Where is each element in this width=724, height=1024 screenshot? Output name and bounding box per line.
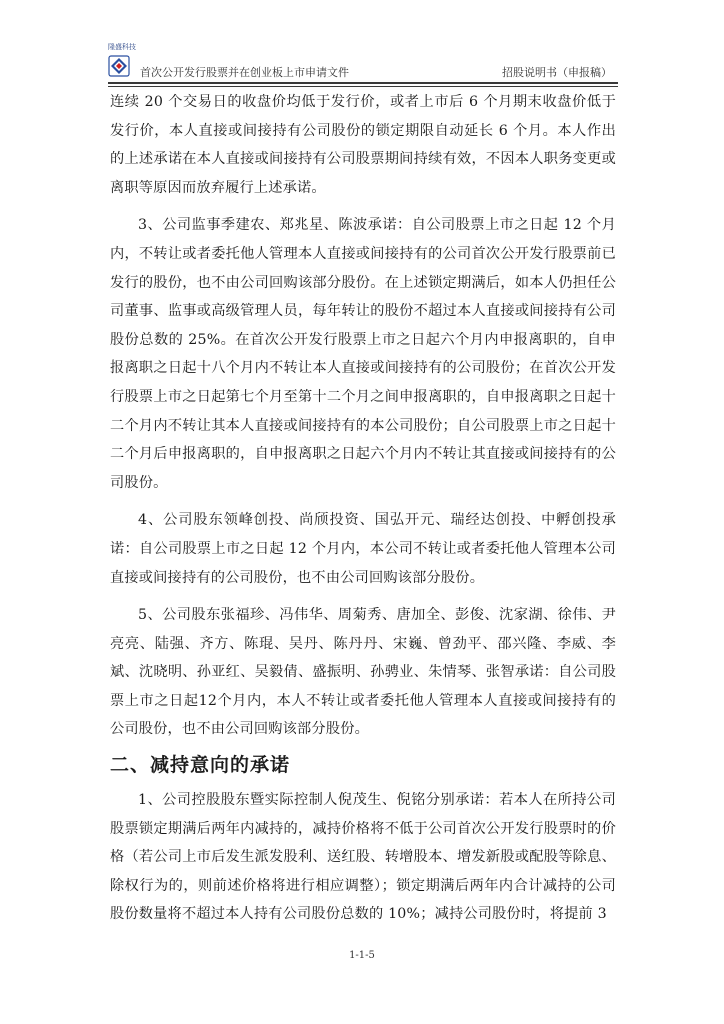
section-heading-reduction-intent: 二、减持意向的承诺 [110,754,291,777]
document-type: 招股说明书（申报稿） [502,66,612,79]
page-number: 1-1-5 [349,950,375,961]
page-header [108,42,618,84]
company-logo-text: 隆盛科技 [108,43,136,51]
paragraph-individual-shareholder-commitment: 5、公司股东张福珍、冯伟华、周菊秀、唐加全、彭俊、沈家湖、徐伟、尹亮亮、陆强、齐方、陈琨、吴丹、陈丹丹、宋巍、曾劲平、邵兴隆、李威、李斌、沈晓明、孙亚红、吴毅倩、盛振明、孙骋业、朱情琴、张智承诺：自公司股票上市之日起12个月内，本人不转让或者委托他人管理本人直接或间接持有的公司股份，也不由公司回购该部分股份。 [110,607,616,738]
page-body [110,88,616,929]
header-divider-thin [108,86,618,87]
company-logo-icon [108,55,130,77]
paragraph-controlling-shareholder-reduction: 1、公司控股股东暨实际控制人倪茂生、倪铭分别承诺：若本人在所持公司股票锁定期满后两年内减持的，减持价格将不低于公司首次公开发行股票时的价格（若公司上市后发生派发股利、送红股、转增股本、增发新股或配股等除息、除权行为的，则前述价格将进行相应调整）；锁定期满后两年内合计减持的公司股份数量将不超过本人持有公司股份总数的 10%；减持公司股份时，将提前 3 [110,792,616,923]
header-divider [108,82,618,84]
paragraph-lockup-extension: 连续 20 个交易日的收盘价均低于发行价，或者上市后 6 个月期末收盘价低于发行价，本人直接或间接持有公司股份的锁定期限自动延长 6 个月。本人作出的上述承诺在本人直接或间接持有公司股票期间持续有效，不因本人职务变更或离职等原因而放弃履行上述承诺。 [110,94,616,196]
paragraph-vc-shareholder-commitment: 4、公司股东领峰创投、尚颀投资、国弘开元、瑞经达创投、中孵创投承诺：自公司股票上市之日起 12 个月内，本公司不转让或者委托他人管理本公司直接或间接持有的公司股份，也不由公司回购该部分股份。 [110,512,616,586]
document-title: 首次公开发行股票并在创业板上市申请文件 [140,66,349,79]
paragraph-supervisor-commitment: 3、公司监事季建农、郑兆星、陈波承诺：自公司股票上市之日起 12 个月内，不转让或者委托他人管理本人直接或间接持有的公司首次公开发行股票前已发行的股份，也不由公司回购该部分股份。在上述锁定期满后，如本人仍担任公司董事、监事或高级管理人员，每年转让的股份不超过本人直接或间接持有公司股份总数的 25%。在首次公开发行股票上市之日起六个月内申报离职的，自申报离职之日起十八个月内不转让本人直接或间接持有的公司股份；在首次公开发行股票上市之日起第七个月至第十二个月之间申报离职的，自申报离职之日起十二个月内不转让其本人直接或间接持有的本公司股份；自公司股票上市之日起十二个月后申报离职的，自申报离职之日起六个月内不转让其直接或间接持有的公司股份。 [110,217,616,491]
